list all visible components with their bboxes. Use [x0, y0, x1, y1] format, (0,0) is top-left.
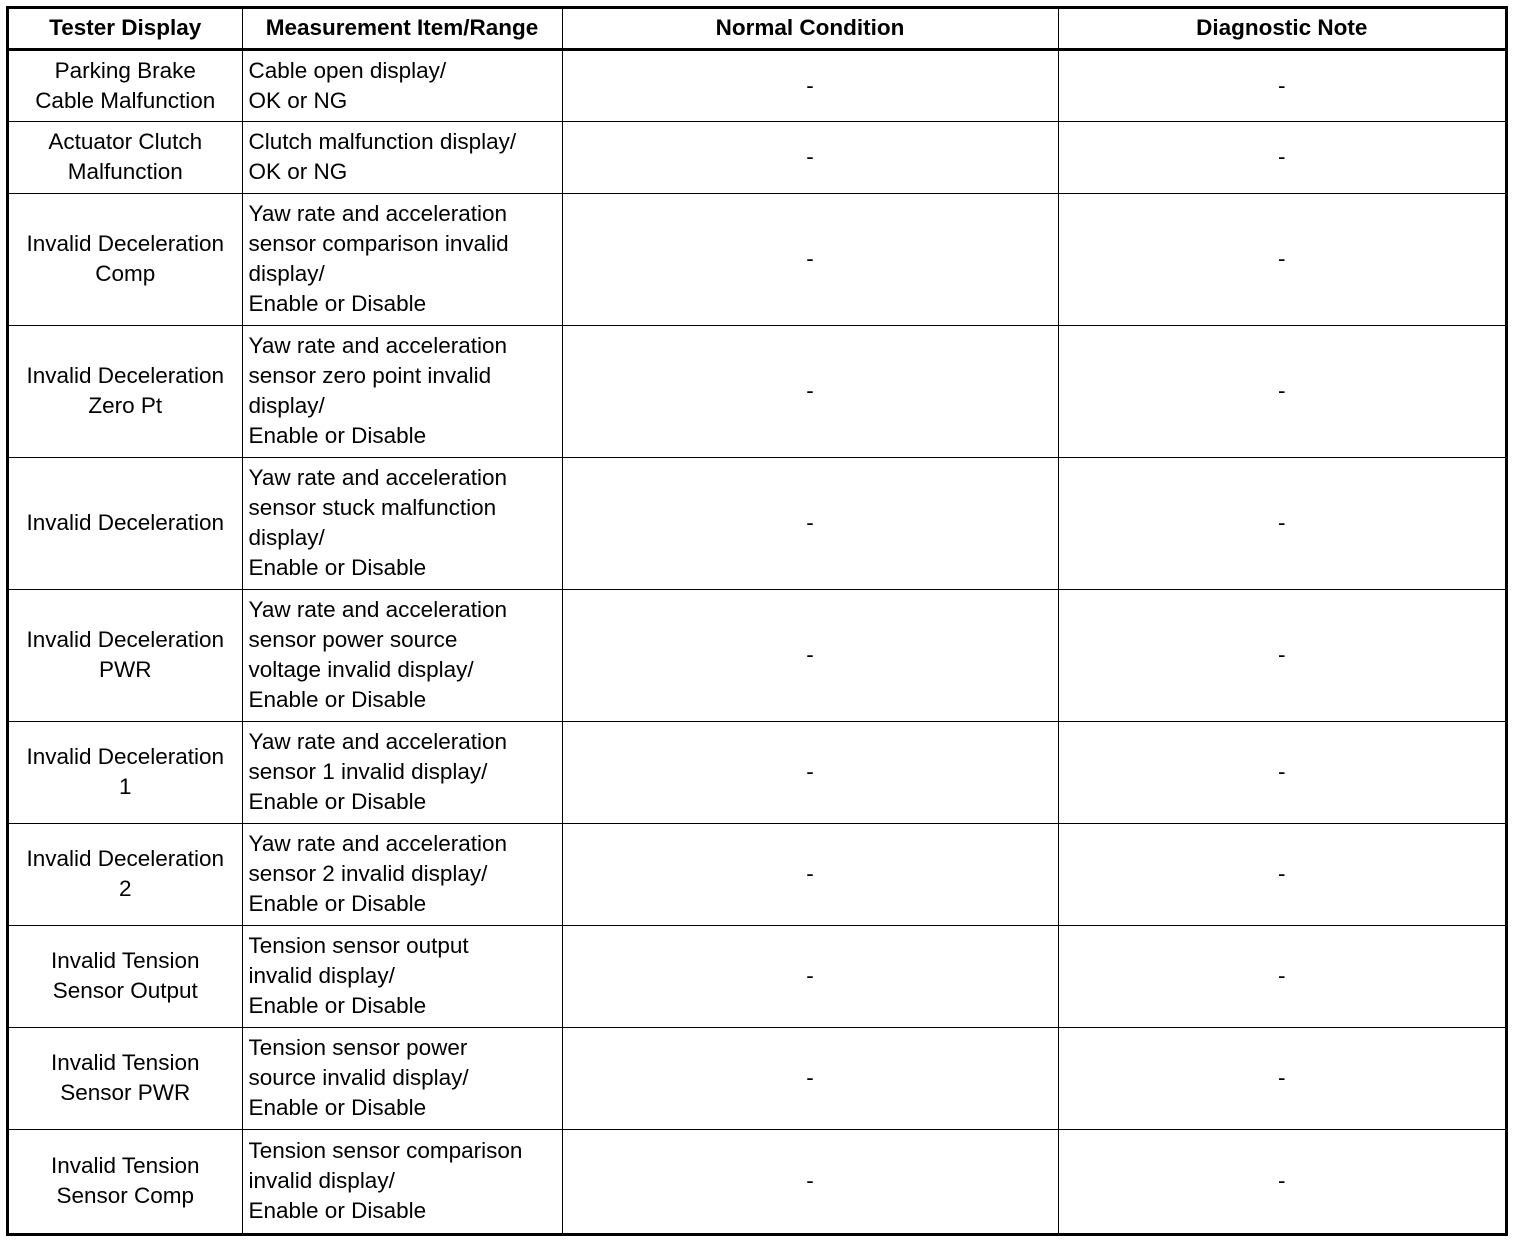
diagnostic-note-cell: - — [1058, 721, 1505, 823]
table-row — [9, 325, 1505, 457]
measurement-cell: Yaw rate and acceleration sensor stuck malfunction display/ Enable or Disable — [242, 457, 562, 589]
normal-condition-cell: - — [562, 925, 1058, 1027]
header-measurement-item-range: Measurement Item/Range — [242, 9, 562, 49]
diagnostic-note-cell: - — [1058, 925, 1505, 1027]
measurement-cell: Yaw rate and acceleration sensor 2 invalid display/ Enable or Disable — [242, 823, 562, 925]
tester-display-cell: Invalid Deceleration PWR — [9, 589, 242, 721]
normal-condition-cell: - — [562, 457, 1058, 589]
measurement-cell: Tension sensor comparison invalid display/ Enable or Disable — [242, 1129, 562, 1233]
table-row — [9, 121, 1505, 193]
tester-display-cell: Invalid Deceleration — [9, 457, 242, 589]
data-list-table-frame — [6, 6, 1508, 1236]
diagnostic-note-cell: - — [1058, 1027, 1505, 1129]
normal-condition-cell: - — [562, 193, 1058, 325]
measurement-cell: Tension sensor output invalid display/ Enable or Disable — [242, 925, 562, 1027]
normal-condition-cell: - — [562, 325, 1058, 457]
normal-condition-cell: - — [562, 823, 1058, 925]
header-normal-condition: Normal Condition — [562, 9, 1058, 49]
table-row — [9, 457, 1505, 589]
table-row — [9, 823, 1505, 925]
diagnostic-note-cell: - — [1058, 193, 1505, 325]
diagnostic-note-cell: - — [1058, 823, 1505, 925]
diagnostic-note-cell: - — [1058, 1129, 1505, 1233]
tester-display-cell: Parking Brake Cable Malfunction — [9, 49, 242, 121]
tester-display-cell: Invalid Deceleration 2 — [9, 823, 242, 925]
table-row — [9, 721, 1505, 823]
measurement-cell: Yaw rate and acceleration sensor 1 invalid display/ Enable or Disable — [242, 721, 562, 823]
measurement-cell: Cable open display/ OK or NG — [242, 49, 562, 121]
table-row — [9, 925, 1505, 1027]
table-row — [9, 589, 1505, 721]
table-row — [9, 1027, 1505, 1129]
table-header-row — [9, 9, 1505, 49]
normal-condition-cell: - — [562, 721, 1058, 823]
tester-display-cell: Invalid Tension Sensor Comp — [9, 1129, 242, 1233]
measurement-cell: Yaw rate and acceleration sensor power source voltage invalid display/ Enable or Disable — [242, 589, 562, 721]
normal-condition-cell: - — [562, 121, 1058, 193]
table-row — [9, 49, 1505, 121]
data-list-table — [9, 9, 1505, 1233]
measurement-cell: Yaw rate and acceleration sensor zero point invalid display/ Enable or Disable — [242, 325, 562, 457]
tester-display-cell: Invalid Tension Sensor Output — [9, 925, 242, 1027]
diagnostic-note-cell: - — [1058, 49, 1505, 121]
table-row — [9, 1129, 1505, 1233]
tester-display-cell: Invalid Deceleration Zero Pt — [9, 325, 242, 457]
diagnostic-note-cell: - — [1058, 589, 1505, 721]
header-diagnostic-note: Diagnostic Note — [1058, 9, 1505, 49]
normal-condition-cell: - — [562, 49, 1058, 121]
header-tester-display: Tester Display — [9, 9, 242, 49]
measurement-cell: Tension sensor power source invalid display/ Enable or Disable — [242, 1027, 562, 1129]
table-row — [9, 193, 1505, 325]
measurement-cell: Yaw rate and acceleration sensor comparison invalid display/ Enable or Disable — [242, 193, 562, 325]
normal-condition-cell: - — [562, 1129, 1058, 1233]
measurement-cell: Clutch malfunction display/ OK or NG — [242, 121, 562, 193]
tester-display-cell: Invalid Deceleration 1 — [9, 721, 242, 823]
tester-display-cell: Invalid Deceleration Comp — [9, 193, 242, 325]
diagnostic-note-cell: - — [1058, 457, 1505, 589]
diagnostic-note-cell: - — [1058, 325, 1505, 457]
diagnostic-note-cell: - — [1058, 121, 1505, 193]
normal-condition-cell: - — [562, 1027, 1058, 1129]
tester-display-cell: Invalid Tension Sensor PWR — [9, 1027, 242, 1129]
tester-display-cell: Actuator Clutch Malfunction — [9, 121, 242, 193]
normal-condition-cell: - — [562, 589, 1058, 721]
